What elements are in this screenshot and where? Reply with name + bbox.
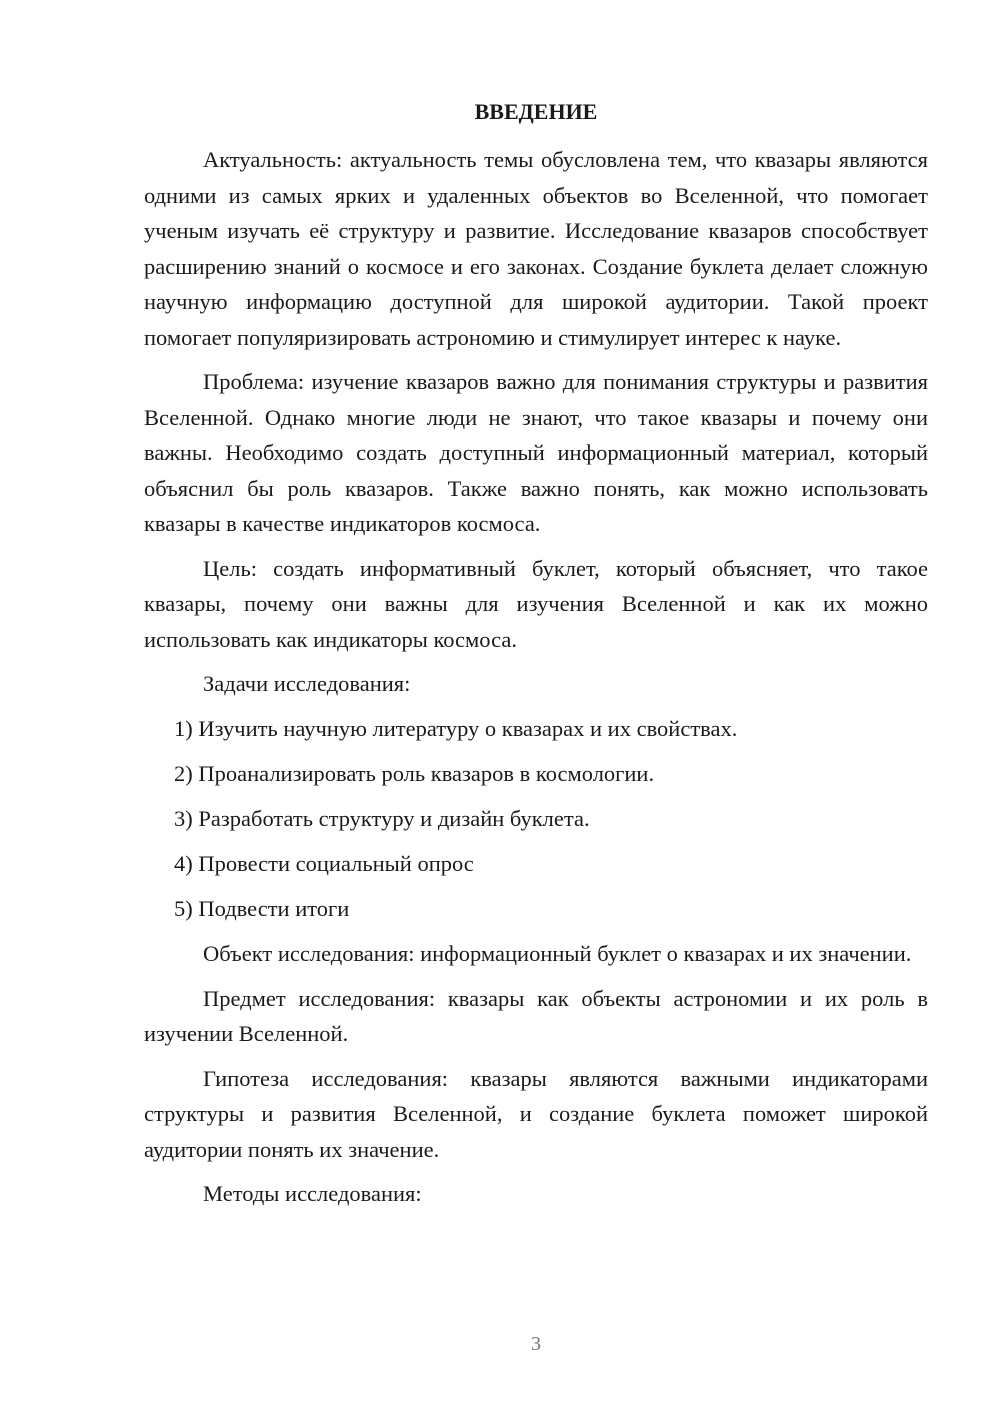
paragraph-hypothesis: Гипотеза исследования: квазары являются важными индикаторами структуры и развития Вселенной, и создание буклета поможет широкой аудитории понять их значение. bbox=[144, 1065, 928, 1162]
page-number: 3 bbox=[531, 1333, 541, 1355]
task-item: 3) Разработать структуру и дизайн буклета. bbox=[174, 806, 590, 831]
task-item: 4) Провести социальный опрос bbox=[174, 851, 474, 876]
paragraph-relevance: Актуальность: актуальность темы обусловлена тем, что квазары являются одними из самых ярких и удаленных объектов во Вселенной, что помогает ученым изучать её структуру и развитие. Исследование квазаров способствует расширению знаний о космосе и его законах. Создание буклета делает сложную научную информацию доступной для широкой аудитории. Такой проект помогает популяризировать астрономию и стимулирует интерес к науке. bbox=[144, 147, 928, 350]
paragraph-goal: Цель: создать информативный буклет, который объясняет, что такое квазары, почему они важны для изучения Вселенной и как их можно использовать как индикаторы космоса. bbox=[144, 555, 928, 652]
paragraph-subject: Предмет исследования: квазары как объекты астрономии и их роль в изучении Вселенной. bbox=[144, 985, 928, 1046]
tasks-list bbox=[144, 711, 928, 927]
page-content bbox=[144, 94, 928, 1212]
paragraph-object: Объект исследования: информационный буклет о квазарах и их значении. bbox=[203, 941, 912, 966]
tasks-heading: Задачи исследования: bbox=[203, 671, 411, 696]
paragraph-methods: Методы исследования: bbox=[203, 1181, 422, 1206]
task-item: 1) Изучить научную литературу о квазарах и их свойствах. bbox=[174, 716, 738, 741]
task-item: 2) Проанализировать роль квазаров в космологии. bbox=[174, 761, 655, 786]
task-item: 5) Подвести итоги bbox=[174, 896, 350, 921]
section-title: ВВЕДЕНИЕ bbox=[474, 99, 598, 124]
paragraph-problem: Проблема: изучение квазаров важно для понимания структуры и развития Вселенной. Однако многие люди не знают, что такое квазары и почему они важны. Необходимо создать доступный информационный материал, который объяснил бы роль квазаров. Также важно понять, как можно использовать квазары в качестве индикаторов космоса. bbox=[144, 369, 928, 536]
